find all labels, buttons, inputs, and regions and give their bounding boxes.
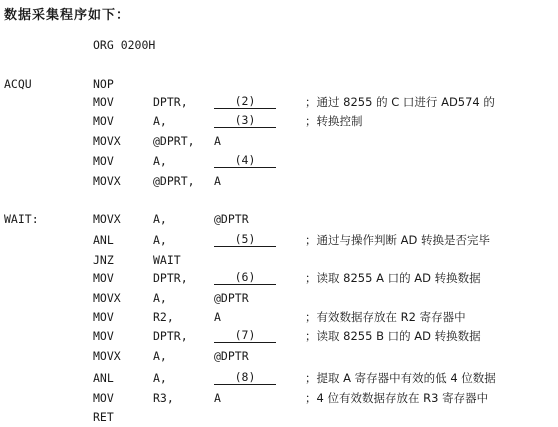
- operand-1: WAIT: [153, 253, 181, 267]
- operand-1: A,: [153, 349, 167, 363]
- operand-1: R2,: [153, 310, 174, 324]
- opcode: NOP: [93, 77, 114, 91]
- opcode: MOV: [93, 114, 114, 128]
- opcode: MOV: [93, 95, 114, 109]
- opcode: MOVX: [93, 349, 121, 363]
- line-label: WAIT:: [4, 212, 39, 226]
- operand-1: DPTR,: [153, 329, 188, 343]
- operand-1: DPTR,: [153, 95, 188, 109]
- line-comment: ；有效数据存放在 R2 寄存器中: [305, 310, 466, 324]
- code-line: [0, 210, 558, 228]
- line-comment: ；读取 8255 B 口的 AD 转换数据: [305, 329, 481, 343]
- code-line: [0, 251, 558, 269]
- operand-1: A,: [153, 154, 167, 168]
- operand-1: A,: [153, 233, 167, 247]
- line-comment: ；4 位有效数据存放在 R3 寄存器中: [305, 391, 489, 405]
- code-line: [0, 172, 558, 190]
- operand-2: A: [214, 134, 221, 148]
- line-comment: ；通过与操作判断 AD 转换是否完毕: [305, 233, 491, 247]
- code-line: [0, 408, 558, 426]
- answer-blank: (3): [214, 112, 276, 128]
- operand-2: A: [214, 391, 221, 405]
- operand-1: A,: [153, 114, 167, 128]
- code-line: [0, 308, 558, 326]
- code-line: [0, 93, 558, 111]
- line-comment: ；通过 8255 的 C 口进行 AD574 的: [305, 95, 495, 109]
- opcode: MOV: [93, 329, 114, 343]
- opcode: MOVX: [93, 174, 121, 188]
- opcode: ORG 0200H: [93, 38, 156, 52]
- operand-1: A,: [153, 291, 167, 305]
- operand-2: @DPTR: [214, 212, 249, 226]
- code-line: [0, 132, 558, 150]
- opcode: MOVX: [93, 212, 121, 226]
- opcode: MOV: [93, 310, 114, 324]
- code-line: [0, 369, 558, 387]
- code-line: [0, 112, 558, 130]
- code-line: [0, 389, 558, 407]
- operand-1: DPTR,: [153, 271, 188, 285]
- answer-blank: (2): [214, 93, 276, 109]
- code-line: [0, 36, 558, 54]
- operand-1: A,: [153, 212, 167, 226]
- opcode: MOV: [93, 154, 114, 168]
- operand-1: A,: [153, 371, 167, 385]
- opcode: ANL: [93, 371, 114, 385]
- opcode: MOVX: [93, 134, 121, 148]
- page-heading: 数据采集程序如下：: [4, 8, 131, 23]
- line-comment: ；转换控制: [305, 114, 363, 128]
- code-line: [0, 327, 558, 345]
- operand-2: @DPTR: [214, 291, 249, 305]
- code-line: [0, 75, 558, 93]
- opcode: MOV: [93, 391, 114, 405]
- opcode: MOVX: [93, 291, 121, 305]
- opcode: RET: [93, 410, 114, 424]
- operand-1: R3,: [153, 391, 174, 405]
- answer-blank: (7): [214, 327, 276, 343]
- opcode: JNZ: [93, 253, 114, 267]
- line-comment: ；读取 8255 A 口的 AD 转换数据: [305, 271, 481, 285]
- answer-blank: (4): [214, 152, 276, 168]
- operand-1: @DPRT,: [153, 134, 195, 148]
- answer-blank: (6): [214, 269, 276, 285]
- opcode: MOV: [93, 271, 114, 285]
- code-line: [0, 269, 558, 287]
- operand-2: @DPTR: [214, 349, 249, 363]
- operand-2: A: [214, 310, 221, 324]
- opcode: ANL: [93, 233, 114, 247]
- line-comment: ；提取 A 寄存器中有效的低 4 位数据: [305, 371, 496, 385]
- code-line: [0, 347, 558, 365]
- line-label: ACQU: [4, 77, 32, 91]
- code-line: [0, 231, 558, 249]
- operand-2: A: [214, 174, 221, 188]
- code-line: [0, 152, 558, 170]
- answer-blank: (5): [214, 231, 276, 247]
- answer-blank: (8): [214, 369, 276, 385]
- operand-1: @DPRT,: [153, 174, 195, 188]
- code-line: [0, 289, 558, 307]
